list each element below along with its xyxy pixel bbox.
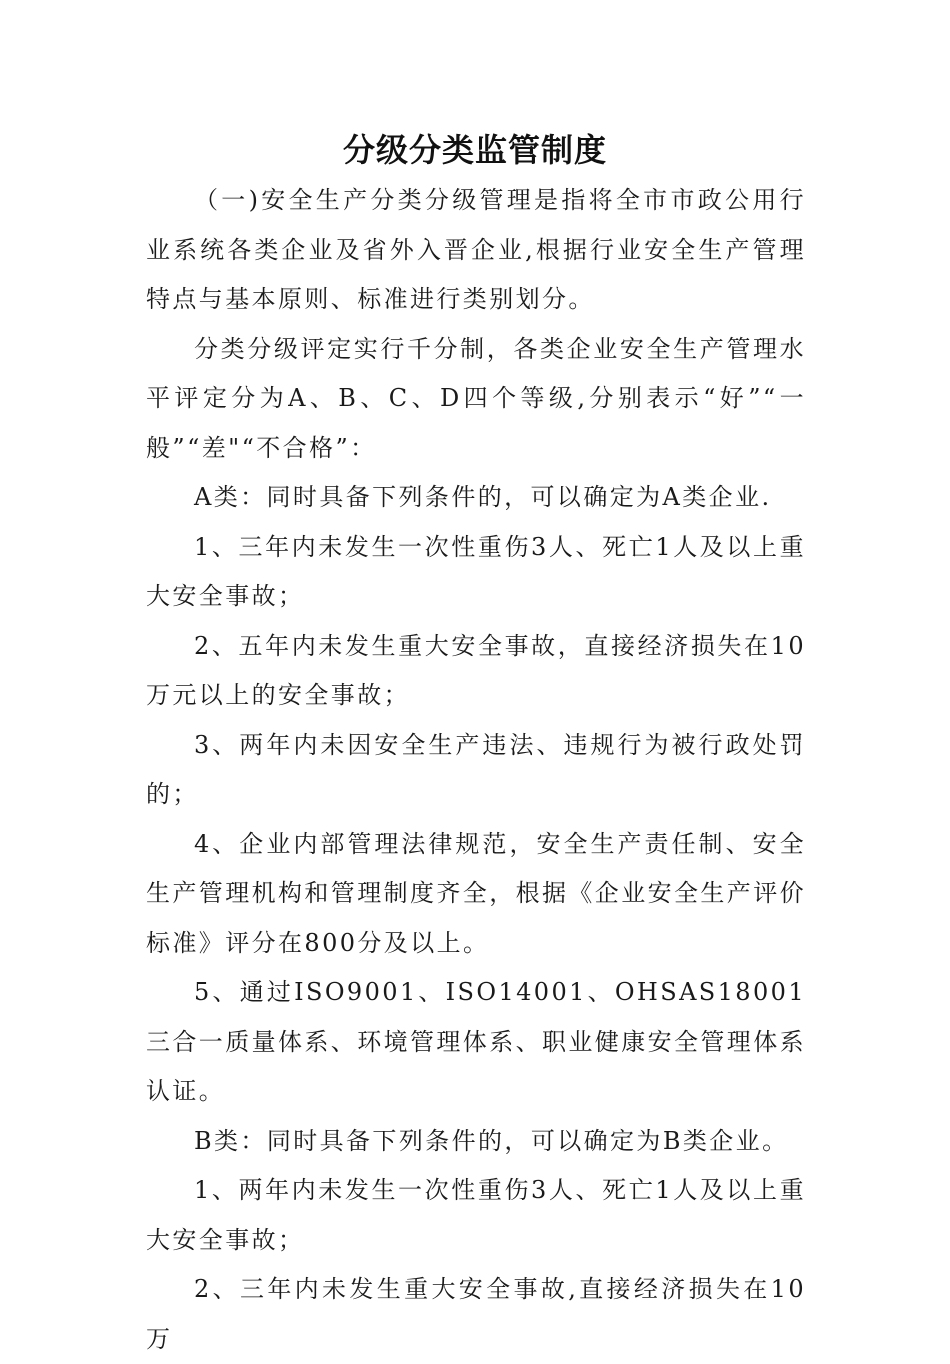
- paragraph-class-a-item-5: 5、通过ISO9001、ISO14001、OHSAS18001三合一质量体系、环境管理体系、职业健康安全管理体系认证。: [146, 978, 806, 1105]
- paragraph-class-a-heading: A类：同时具备下列条件的，可以确定为A类企业.: [194, 483, 772, 511]
- paragraph-class-b-heading: B类：同时具备下列条件的，可以确定为B类企业。: [194, 1126, 789, 1155]
- paragraph-class-b-item-2: 2、三年内未发生重大安全事故,直接经济损失在10万: [146, 1275, 806, 1353]
- paragraph-intro: （一)安全生产分类分级管理是指将全市市政公用行业系统各类企业及省外入晋企业,根据行业安全生产管理特点与基本原则、标准进行类别划分。: [146, 186, 806, 313]
- paragraph-class-a-item-1: 1、三年内未发生一次性重伤3人、死亡1人及以上重大安全事故；: [146, 532, 806, 610]
- document-title: 分级分类监管制度: [342, 131, 607, 169]
- document-body: [146, 176, 806, 1364]
- paragraph-grading: 分类分级评定实行千分制，各类企业安全生产管理水平评定分为A、B、C、D四个等级,分别表示“好”“一般”“差"“不合格”：: [146, 334, 806, 462]
- paragraph-class-a-item-2: 2、五年内未发生重大安全事故，直接经济损失在10万元以上的安全事故；: [146, 631, 806, 709]
- paragraph-class-b-item-1: 1、两年内未发生一次性重伤3人、死亡1人及以上重大安全事故；: [146, 1176, 806, 1254]
- paragraph-class-a-item-4: 4、企业内部管理法律规范，安全生产责任制、安全生产管理机构和管理制度齐全，根据《企业安全生产评价标准》评分在800分及以上。: [146, 829, 806, 957]
- paragraph-class-a-item-3: 3、两年内未因安全生产违法、违规行为被行政处罚的；: [146, 730, 806, 808]
